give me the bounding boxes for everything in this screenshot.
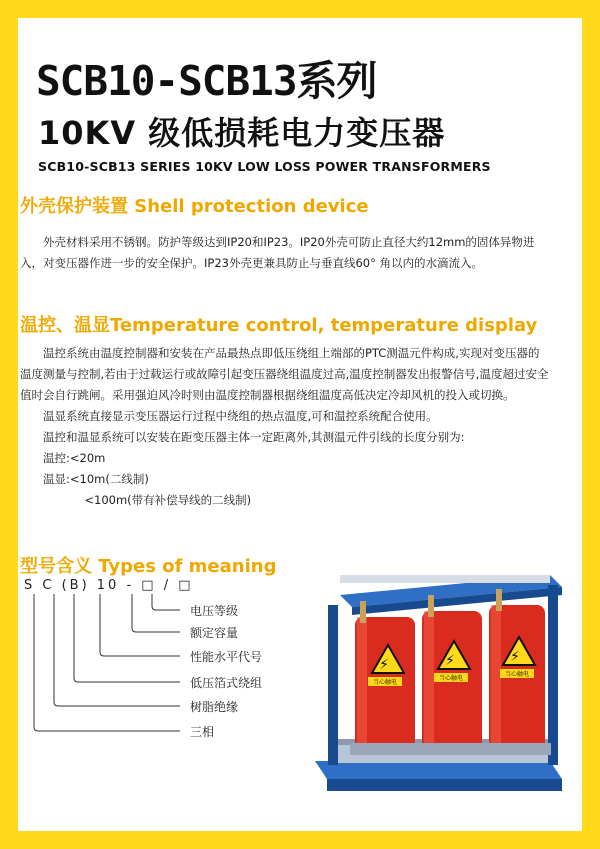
coil-b-warning-text: 当心触电 [438,675,464,682]
temp-control-length: 温控:<20m [43,451,106,465]
model-code: S C (B) 10 - □ / □ [24,578,194,593]
svg-text:⚡: ⚡ [379,657,389,673]
coil-a-warning-text: 当心触电 [372,679,398,686]
english-title: SCB10-SCB13 SERIES 10KV LOW LOSS POWER TRANSFORMERS [38,159,491,174]
label-voltage-grade: 电压等级 [190,604,239,618]
main-title: SCB10-SCB13系列 [36,57,377,105]
label-three-phase: 三相 [190,725,215,739]
temperature-heading: 温控、温显Temperature control, temperature display [20,315,538,336]
temperature-para-1: 温控系统由温度控制器和安装在产品最热点即低压绕组上端部的PTC测温元件构成,实现对变压器的温度测量与控制,若由于过载运行或故障引起变压器绕组温度过高,温度控制器发出报警信号,温度超过安全值时会自行跳闸。采用强迫风冷时则由温度控制器根据绕组温度高低决定冷却风机的投入或切换。 [20,346,549,402]
transformer-illustration [300,565,570,801]
temperature-para-2: 温显系统直接显示变压器运行过程中绕组的热点温度,可和温控系统配合使用。 [43,409,438,423]
shell-heading: 外壳保护装置 Shell protection device [20,196,369,217]
temperature-para-3: 温控和温显系统可以安装在距变压器主体一定距离外,其测温元件引线的长度分别为: [43,430,465,444]
svg-text:⚡: ⚡ [445,653,455,669]
clamps [350,743,551,755]
label-rated-capacity: 额定容量 [190,626,239,640]
coil-c-warning-text: 当心触电 [504,671,530,678]
label-resin-insulation: 树脂绝缘 [190,700,239,714]
coil-a [355,617,415,752]
transformer-photo [300,565,570,805]
types-heading: 型号含义 Types of meaning [20,556,277,577]
temp-display-length-compensated: <100m(带有补偿导线的二线制) [84,493,252,507]
model-code-diagram [20,594,300,773]
coil-c [489,605,545,752]
shell-text: 外壳材料采用不锈钢。防护等级达到IP20和IP23。IP20外壳可防止直径大约12mm的固体异物进入，对变压器作进一步的安全保护。IP23外壳更兼具防止与垂直线60° 角以内的水滴流入。 [20,235,535,270]
coil-b [422,611,482,752]
temperature-paragraphs [20,343,550,511]
label-performance-code: 性能水平代号 [190,650,263,664]
svg-text:⚡: ⚡ [510,649,520,665]
sub-title: 10KV 级低损耗电力变压器 [38,114,446,152]
temp-display-length: 温显:<10m(二线制) [43,472,149,486]
label-foil-winding: 低压箔式绕组 [190,676,263,690]
shell-paragraph [20,232,550,274]
